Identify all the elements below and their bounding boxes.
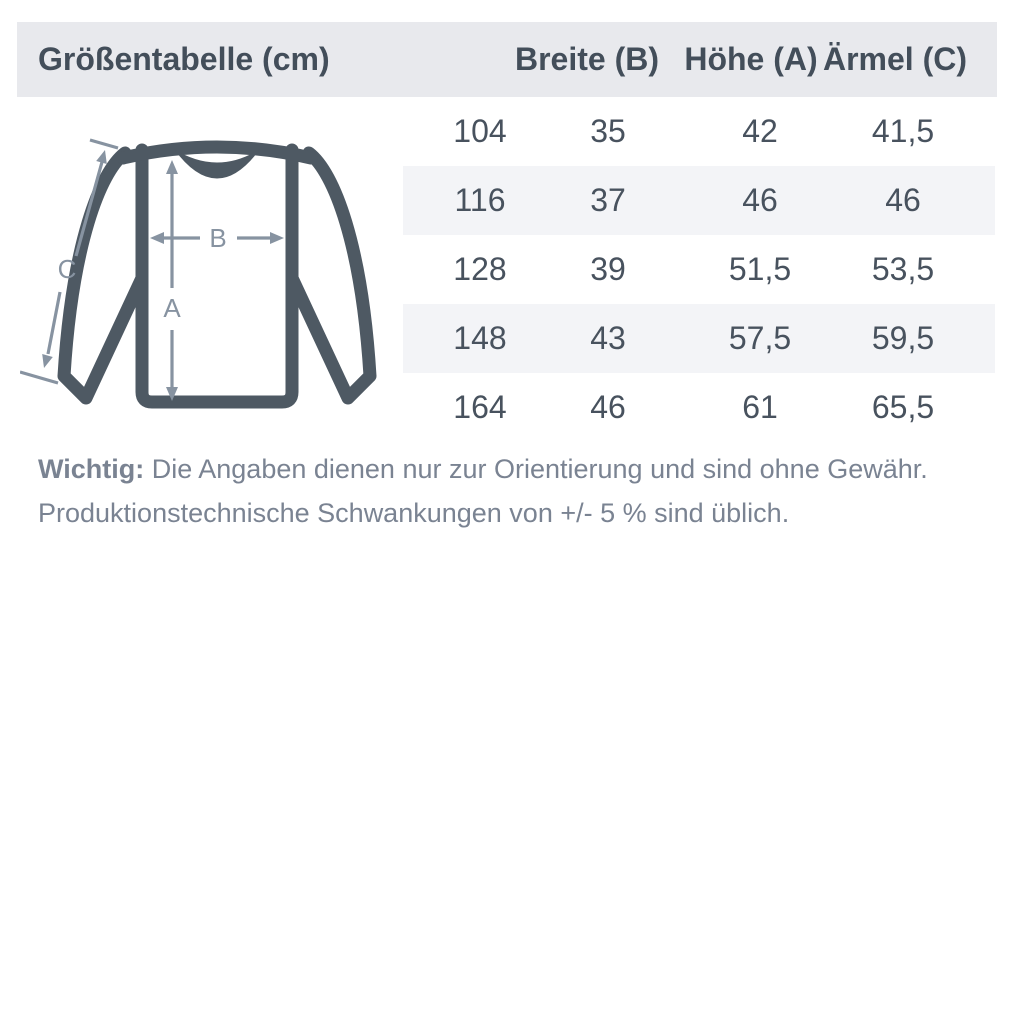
column-header-hoehe: Höhe (A) bbox=[684, 41, 818, 77]
cell-size: 148 bbox=[453, 320, 507, 356]
disclaimer-line2: Produktionstechnische Schwankungen von +/- 5 % sind üblich. bbox=[38, 498, 790, 528]
disclaimer-text1: Die Angaben dienen nur zur Orientierung und sind ohne Gewähr. bbox=[144, 454, 928, 484]
page-title: Größentabelle (cm) bbox=[38, 41, 330, 77]
shirt-right-sleeve bbox=[292, 153, 370, 398]
label-a: A bbox=[163, 293, 181, 323]
shirt-measurement-diagram bbox=[20, 120, 420, 440]
table-row bbox=[403, 97, 995, 166]
column-header-breite: Breite (B) bbox=[514, 41, 660, 77]
cell-breite: 39 bbox=[590, 251, 626, 287]
cell-hoehe: 61 bbox=[742, 389, 778, 425]
cell-aermel: 41,5 bbox=[871, 113, 935, 149]
label-b: B bbox=[209, 223, 227, 253]
table-row bbox=[403, 304, 995, 373]
cell-size: 104 bbox=[453, 113, 507, 149]
cell-hoehe: 57,5 bbox=[728, 320, 792, 356]
cell-breite: 37 bbox=[590, 182, 626, 218]
shirt-shoulder-line bbox=[123, 147, 311, 158]
cell-breite: 43 bbox=[590, 320, 626, 356]
cell-size: 116 bbox=[454, 182, 506, 218]
table-row bbox=[403, 373, 995, 442]
table-row bbox=[403, 166, 995, 235]
cell-aermel: 53,5 bbox=[871, 251, 935, 287]
cell-aermel: 65,5 bbox=[871, 389, 935, 425]
table-row bbox=[403, 235, 995, 304]
cell-size: 164 bbox=[453, 389, 507, 425]
cell-breite: 35 bbox=[590, 113, 626, 149]
cell-hoehe: 46 bbox=[742, 182, 778, 218]
cell-size: 128 bbox=[453, 251, 507, 287]
column-header-aermel: Ärmel (C) bbox=[822, 41, 968, 77]
cell-aermel: 46 bbox=[885, 182, 921, 218]
cell-breite: 46 bbox=[590, 389, 626, 425]
height-arrow-a bbox=[166, 160, 178, 401]
disclaimer-line1 bbox=[38, 447, 928, 491]
shirt-body-outline bbox=[142, 150, 292, 402]
disclaimer bbox=[38, 447, 928, 535]
label-c: C bbox=[57, 254, 77, 284]
disclaimer-label: Wichtig: bbox=[38, 454, 145, 484]
cell-hoehe: 42 bbox=[742, 113, 778, 149]
table-header-band bbox=[17, 22, 997, 97]
cell-aermel: 59,5 bbox=[871, 320, 935, 356]
size-table bbox=[403, 97, 995, 442]
cell-hoehe: 51,5 bbox=[728, 251, 792, 287]
